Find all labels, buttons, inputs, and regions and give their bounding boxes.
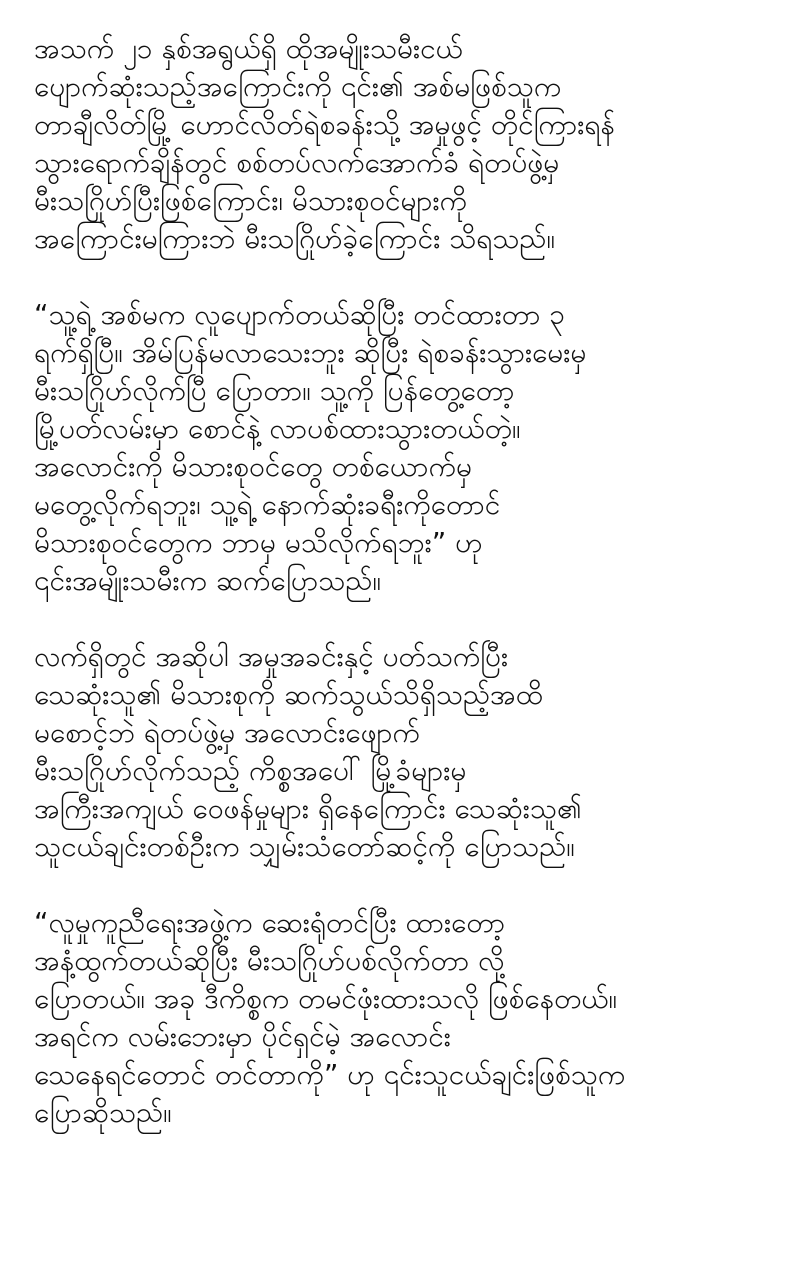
text-line: “လူမှုကူညီရေးအဖွဲ့က ဆေးရုံတင်ပြီး ထားတော့ <box>34 906 506 939</box>
text-line: အလောင်းကို မိသားစုဝင်တွေ တစ်ယောက်မှ <box>34 450 472 483</box>
article-body <box>34 30 794 1170</box>
paragraph-3 <box>34 638 794 866</box>
text-line: မီးသဂြိုဟ်လိုက်ပြီ ပြောတာ။ သူ့ကို ပြန်တွေ့တော့ <box>34 374 515 407</box>
text-line: တာချီလိတ်မြို့ ဟောင်လိတ်ရဲစခန်းသို့ အမှုဖွင့် တိုင်ကြားရန် <box>34 108 615 141</box>
text-line: အရင်က လမ်းဘေးမှာ ပိုင်ရှင်မဲ့ အလောင်း <box>34 1020 451 1053</box>
text-line: ရက်ရှိပြီ။ အိမ်ပြန်မလာသေးဘူး ဆိုပြီး ရဲစခန်းသွားမေးမှ <box>34 336 587 369</box>
text-line: “သူ့ရဲ့ အစ်မက လူပျောက်တယ်ဆိုပြီး တင်ထားတာ ၃ <box>34 298 566 331</box>
text-line: လက်ရှိတွင် အဆိုပါ အမှုအခင်းနှင့် ပတ်သက်ပြီး <box>34 640 509 673</box>
text-line: သေနေရင်တောင် တင်တာကို” ဟု ၎င်းသူငယ်ချင်းဖြစ်သူက <box>34 1058 626 1091</box>
text-line: ပြောတယ်။ အခု ဒီကိစ္စက တမင်ဖုံးထားသလို ဖြစ်နေတယ်။ <box>34 982 618 1015</box>
paragraph-1 <box>34 30 794 258</box>
text-line: သွားရောက်ချိန်တွင် စစ်တပ်လက်အောက်ခံ ရဲတပ်ဖွဲ့မှ <box>34 146 560 179</box>
text-line: အသက် ၂၁ နှစ်အရွယ်ရှိ ထိုအမျိုးသမီးငယ် <box>34 32 463 65</box>
text-line: ပြောဆိုသည်။ <box>34 1096 172 1129</box>
text-line: မစောင့်ဘဲ ရဲတပ်ဖွဲ့မှ အလောင်းဖျောက် <box>34 716 420 749</box>
text-line: မီးသဂြိုဟ်လိုက်သည့် ကိစ္စအပေါ် မြို့ခံများမှ <box>34 754 467 787</box>
text-line: ပျောက်ဆုံးသည့်အကြောင်းကို ၎င်း၏ အစ်မဖြစ်သူက <box>34 70 562 103</box>
text-line: ၎င်းအမျိုးသမီးက ဆက်ပြောသည်။ <box>34 564 381 597</box>
text-line: အကြောင်းမကြားဘဲ မီးသဂြိုဟ်ခဲ့ကြောင်း သိရသည်။ <box>34 222 555 255</box>
text-line: မီးသဂြိုဟ်ပြီးဖြစ်ကြောင်း၊ မိသားစုဝင်များကို <box>34 184 467 217</box>
paragraph-2 <box>34 296 794 600</box>
text-line: အနံ့ထွက်တယ်ဆိုပြီး မီးသဂြိုဟ်ပစ်လိုက်တာ လို့ <box>34 944 505 977</box>
text-line: မြို့ပတ်လမ်းမှာ စောင်နဲ့ လာပစ်ထားသွားတယ်တဲ့။ <box>34 412 521 445</box>
text-line: မိသားစုဝင်တွေက ဘာမှ မသိလိုက်ရဘူး” ဟု <box>34 526 483 559</box>
text-line: မတွေ့လိုက်ရဘူး၊ သူ့ရဲ့ နောက်ဆုံးခရီးကိုတောင် <box>34 488 501 521</box>
text-line: အကြီးအကျယ် ဝေဖန်မှုများ ရှိနေကြောင်း သေဆုံးသူ၏ <box>34 792 582 825</box>
text-line: သူငယ်ချင်းတစ်ဦးက သျှမ်းသံတော်ဆင့်ကို ပြောသည်။ <box>34 830 575 863</box>
paragraph-4 <box>34 904 794 1132</box>
text-line: သေဆုံးသူ၏ မိသားစုကို ဆက်သွယ်သိရှိသည့်အထိ <box>34 678 543 711</box>
